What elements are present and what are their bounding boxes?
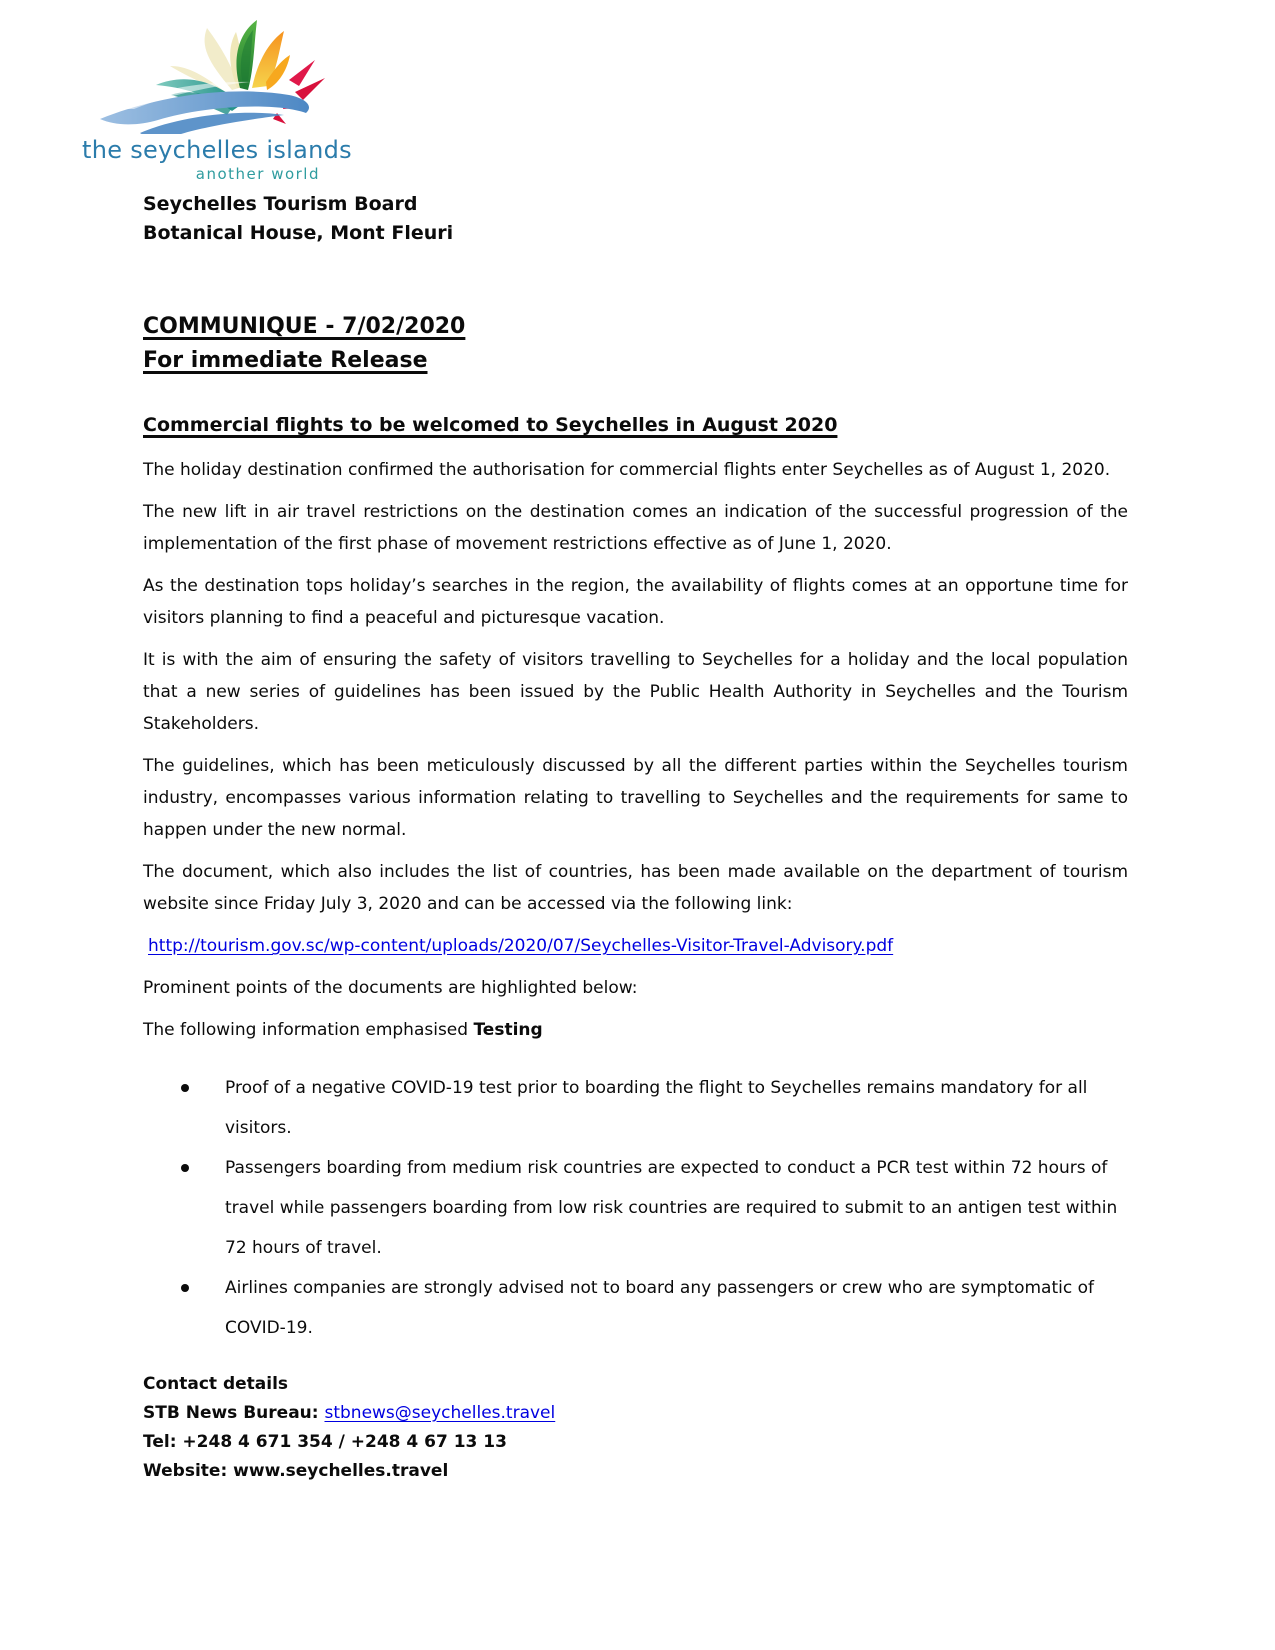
contact-website: Website: www.seychelles.travel bbox=[143, 1461, 449, 1481]
emphasis-intro: The following information emphasised bbox=[143, 1020, 474, 1040]
body-paragraph: As the destination tops holiday’s searches in the region, the availability of flights comes at an opportune time for visitors planning to find a peaceful and picturesque vacation. bbox=[143, 576, 1128, 628]
emphasis-line bbox=[143, 1014, 1128, 1046]
org-name: Seychelles Tourism Board bbox=[143, 193, 418, 215]
bullet-item: Passengers boarding from medium risk countries are expected to conduct a PCR test within 72 hours of travel while passengers boarding from low risk countries are required to submit to an antigen test within 72 hours of travel. bbox=[225, 1148, 1128, 1268]
emphasis-word: Testing bbox=[473, 1020, 543, 1040]
link-line bbox=[143, 930, 1128, 962]
contact-bureau-line bbox=[143, 1399, 1128, 1428]
prominent-points-line: Prominent points of the documents are highlighted below: bbox=[143, 978, 638, 998]
body-paragraph: The guidelines, which has been meticulously discussed by all the different parties within the Seychelles tourism industry, encompasses various information relating to travelling to Seychelles and the requirements for same to happen under the new normal. bbox=[143, 756, 1128, 840]
logo bbox=[82, 16, 350, 183]
release-block bbox=[143, 310, 1128, 378]
contact-tel: Tel: +248 4 671 354 / +248 4 67 13 13 bbox=[143, 1432, 507, 1452]
release-line-1: COMMUNIQUE - 7/02/2020 bbox=[143, 314, 466, 339]
contact-block bbox=[143, 1370, 1128, 1486]
logo-flower-icon bbox=[82, 16, 350, 134]
bureau-email-link[interactable]: stbnews@seychelles.travel bbox=[324, 1403, 556, 1423]
logo-brand-text: the seychelles islands bbox=[82, 136, 352, 164]
body-paragraph: The holiday destination confirmed the authorisation for commercial flights enter Seychelles as of August 1, 2020. bbox=[143, 460, 1111, 480]
body-paragraph: It is with the aim of ensuring the safety of visitors travelling to Seychelles for a holiday and the local population that a new series of guidelines has been issued by the Public Health Authority in Seychelles and the Tourism Stakeholders. bbox=[143, 650, 1128, 734]
article-title: Commercial flights to be welcomed to Seychelles in August 2020 bbox=[143, 414, 838, 436]
logo-tagline: another world bbox=[195, 165, 320, 183]
body-paragraph: The new lift in air travel restrictions on the destination comes an indication of the successful progression of the implementation of the first phase of movement restrictions effective as of June 1, 2020. bbox=[143, 502, 1128, 554]
org-block bbox=[143, 190, 1128, 248]
release-line-2: For immediate Release bbox=[143, 348, 428, 373]
body-paragraph: The document, which also includes the list of countries, has been made available on the department of tourism website since Friday July 3, 2020 and can be accessed via the following link: bbox=[143, 862, 1128, 914]
org-address: Botanical House, Mont Fleuri bbox=[143, 222, 454, 244]
paragraphs bbox=[143, 454, 1128, 920]
bullet-item: Airlines companies are strongly advised not to board any passengers or crew who are symptomatic of COVID-19. bbox=[225, 1268, 1128, 1348]
bullet-item: Proof of a negative COVID-19 test prior to boarding the flight to Seychelles remains mandatory for all visitors. bbox=[225, 1068, 1128, 1148]
bullet-list bbox=[143, 1068, 1128, 1348]
travel-advisory-link[interactable]: http://tourism.gov.sc/wp-content/uploads/2020/07/Seychelles-Visitor-Travel-Advisory.pdf bbox=[148, 936, 894, 956]
bureau-label: STB News Bureau: bbox=[143, 1403, 325, 1423]
contact-heading: Contact details bbox=[143, 1374, 289, 1394]
